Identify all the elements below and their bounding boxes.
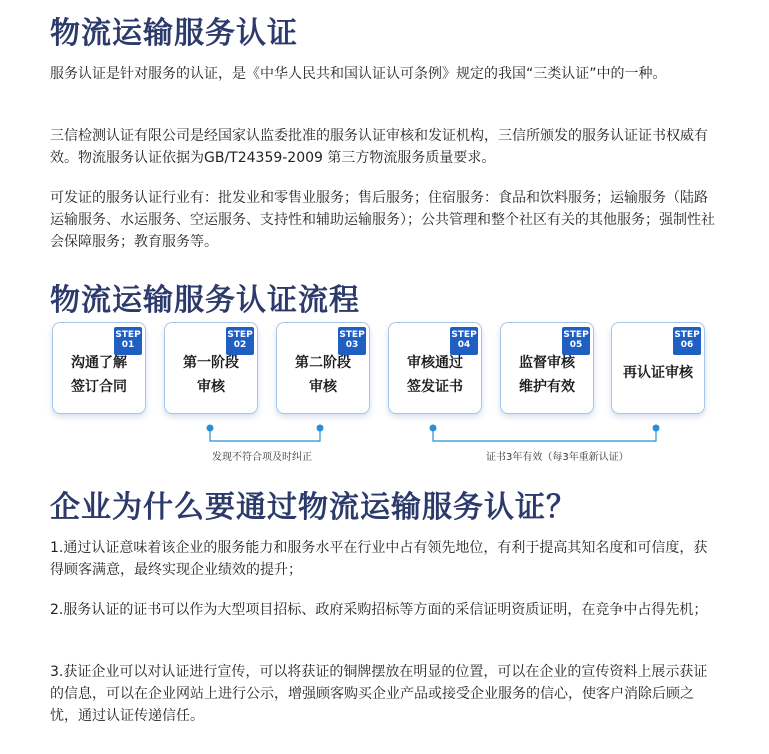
step-label: 监督审核 维护有效 bbox=[519, 355, 575, 395]
step-badge: STEP 02 bbox=[226, 327, 254, 355]
industries-paragraph: 可发证的服务认证行业有：批发业和零售业服务；售后服务；住宿服务：食品和饮料服务；运输服务（陆路运输服务、水运服务、空运服务、支持性和辅助运输服务）；公共管理和整个社区有关的其他服务；强制性社会保障服务；教育服务等。 bbox=[50, 190, 715, 250]
connector-dot bbox=[207, 425, 214, 432]
section-title-why: 企业为什么要通过物流运输服务认证？ bbox=[50, 490, 577, 525]
section-title-process: 物流运输服务认证流程 bbox=[50, 283, 360, 318]
connector-steps-2-3 bbox=[210, 428, 320, 441]
connector-dot bbox=[653, 425, 660, 432]
step-badge: STEP 03 bbox=[338, 327, 366, 355]
reason-paragraph-3: 3.获证企业可以对认证进行宣传，可以将获证的铜牌摆放在明显的位置，可以在企业的宣传资料上展示获证的信息，可以在企业网站上进行公示，增强顾客购买企业产品或接受企业服务的信心，使客户消除后顾之忧，通过认证传递信任。 bbox=[50, 664, 708, 724]
step-badge: STEP 04 bbox=[450, 327, 478, 355]
intro-paragraph: 服务认证是针对服务的认证，是《中华人民共和国认证认可条例》规定的我国“三类认证”中的一种。 bbox=[50, 66, 667, 82]
step-label: 审核通过 签发证书 bbox=[407, 355, 463, 395]
step-badge: STEP 06 bbox=[673, 327, 701, 355]
step-label: 第一阶段 审核 bbox=[183, 355, 239, 395]
connector-steps-4-6 bbox=[433, 428, 656, 441]
note-validity: 证书3年有效（每3年重新认证） bbox=[486, 452, 629, 463]
step-label: 第二阶段 审核 bbox=[295, 355, 351, 395]
company-paragraph: 三信检测认证有限公司是经国家认监委批准的服务认证审核和发证机构，三信所颁发的服务认证证书权威有效。物流服务认证依据为GB/T24359-2009 第三方物流服务质量要求。 bbox=[50, 128, 708, 166]
reason-paragraph-1: 1.通过认证意味着该企业的服务能力和服务水平在行业中占有领先地位，有利于提高其知名度和可信度，获得顾客满意，最终实现企业绩效的提升； bbox=[50, 540, 708, 578]
step-badge: STEP 05 bbox=[562, 327, 590, 355]
reason-paragraph-2: 2.服务认证的证书可以作为大型项目招标、政府采购招标等方面的采信证明资质证明，在竞争中占得先机； bbox=[50, 602, 708, 618]
connector-dot bbox=[430, 425, 437, 432]
note-nonconformity: 发现不符合项及时纠正 bbox=[212, 452, 312, 463]
connector-dot bbox=[317, 425, 324, 432]
step-label: 再认证审核 bbox=[623, 365, 693, 381]
step-label: 沟通了解 签订合同 bbox=[71, 355, 127, 395]
section-title-certification: 物流运输服务认证 bbox=[50, 16, 298, 51]
step-badge: STEP 01 bbox=[114, 327, 142, 355]
